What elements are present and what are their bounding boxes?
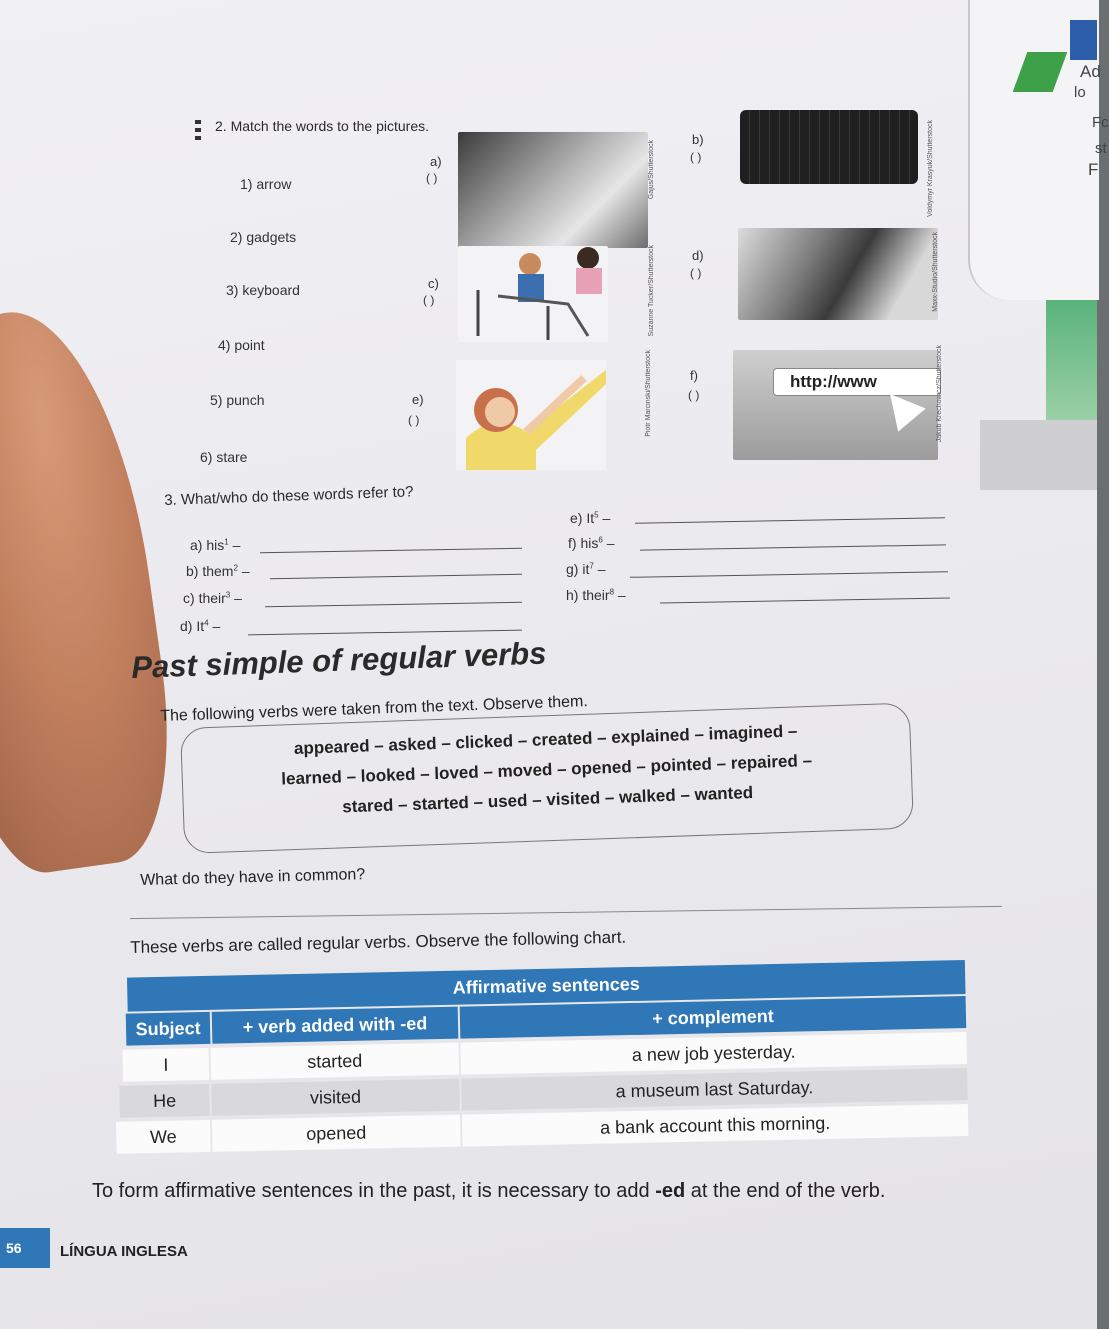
rule-suffix: at the end of the verb. bbox=[685, 1180, 886, 1202]
ex3-answer-line-h[interactable] bbox=[660, 597, 950, 603]
kids-illustration bbox=[458, 246, 608, 342]
cell-complement: a museum last Saturday. bbox=[461, 1068, 968, 1111]
ex3-answer-line-d[interactable] bbox=[248, 630, 522, 636]
ex3-sup-e: 5 bbox=[594, 510, 599, 520]
ex3-sup-a: 1 bbox=[224, 537, 229, 547]
ex3-sup-d: 4 bbox=[204, 618, 209, 628]
photo-c-kids-on-chairs bbox=[458, 246, 608, 342]
ex3-item-h bbox=[566, 587, 626, 603]
ex3-word-d: It bbox=[196, 618, 205, 634]
ex3-label-b: b) bbox=[186, 563, 199, 579]
photo-credit-b: Voldymyr Krasyuk/Shutterstock bbox=[927, 120, 934, 217]
picture-label-c: c) bbox=[428, 276, 439, 291]
page-number: 56 bbox=[0, 1228, 50, 1268]
ex3-item-f bbox=[568, 535, 615, 551]
adjacent-text-5: F bbox=[1088, 160, 1099, 179]
rule-bold: -ed bbox=[655, 1180, 686, 1202]
word-keyboard: 3) keyboard bbox=[226, 282, 300, 298]
ex3-sup-c: 3 bbox=[225, 590, 231, 600]
verb-line-2: learned – looked – loved – moved – opened – pointed – repaired – bbox=[281, 750, 813, 789]
photo-credit-d: Maxx-Studio/Shutterstock bbox=[932, 232, 939, 312]
ex3-item-c bbox=[183, 590, 242, 606]
gray-band-decoration bbox=[980, 420, 1097, 490]
header-complement: + complement bbox=[460, 996, 967, 1039]
header-verb: + verb added with -ed bbox=[212, 1007, 459, 1044]
cell-verb: visited bbox=[211, 1079, 460, 1116]
word-punch: 5) punch bbox=[210, 392, 265, 408]
ex3-item-b bbox=[186, 563, 250, 579]
question-text: What do they have in common? bbox=[140, 866, 366, 889]
adjacent-text-3: Fc bbox=[1092, 114, 1109, 131]
ex3-word-g: it bbox=[582, 561, 590, 577]
ex3-label-g: g) bbox=[566, 561, 579, 577]
ex3-item-d bbox=[180, 618, 220, 634]
answer-slot-c[interactable]: ( ) bbox=[423, 293, 435, 307]
ex3-item-g bbox=[566, 561, 605, 577]
word-gadgets: 2) gadgets bbox=[230, 229, 297, 245]
picture-label-d: d) bbox=[692, 248, 704, 263]
cell-complement: a new job yesterday. bbox=[460, 1032, 967, 1075]
ex3-answer-line-e[interactable] bbox=[635, 517, 945, 523]
green-bar-decoration bbox=[1046, 300, 1097, 420]
cell-verb: started bbox=[210, 1043, 459, 1080]
ex3-answer-line-f[interactable] bbox=[640, 544, 946, 550]
browser-address-bar: http://www bbox=[773, 368, 941, 396]
picture-label-f: f) bbox=[690, 368, 698, 383]
answer-slot-d[interactable]: ( ) bbox=[690, 266, 702, 280]
affirmative-table bbox=[107, 960, 969, 1156]
ex3-label-e: e) bbox=[570, 510, 583, 526]
header-subject: Subject bbox=[126, 1012, 211, 1046]
ex3-label-f: f) bbox=[568, 535, 577, 551]
ex3-sup-f: 6 bbox=[598, 535, 603, 545]
verb-line-1: appeared – asked – clicked – created – explained – imagined – bbox=[293, 721, 798, 759]
adjacent-text-1: Ad bbox=[1080, 62, 1101, 81]
verb-list-box bbox=[180, 703, 914, 854]
photo-a-clicking-mouse bbox=[458, 132, 648, 248]
ex3-item-a bbox=[190, 537, 240, 553]
ex3-label-c: c) bbox=[183, 590, 195, 606]
exercise-bullet-icon bbox=[195, 120, 201, 142]
photo-d-gadgets bbox=[738, 228, 938, 320]
ex3-dash-f: – bbox=[606, 535, 615, 551]
picture-label-e: e) bbox=[412, 392, 424, 407]
adjacent-text-4: st bbox=[1095, 140, 1107, 157]
table-title: Affirmative sentences bbox=[127, 960, 966, 1012]
photo-credit-e: Piotr Marcinski/Shutterstock bbox=[645, 350, 652, 437]
answer-slot-e[interactable]: ( ) bbox=[408, 413, 420, 427]
ex3-answer-line-c[interactable] bbox=[265, 602, 522, 607]
footer-title: LÍNGUA INGLESA bbox=[60, 1243, 188, 1260]
photo-b-keyboard bbox=[740, 110, 918, 184]
ex3-sup-h: 8 bbox=[609, 587, 615, 597]
ex3-dash-g: – bbox=[597, 561, 606, 577]
ex3-word-f: his bbox=[580, 535, 599, 551]
section-intro: The following verbs were taken from the text. Observe them. bbox=[160, 693, 589, 725]
ex3-item-e bbox=[570, 510, 610, 526]
ex3-label-d: d) bbox=[180, 618, 193, 634]
word-arrow: 1) arrow bbox=[240, 176, 292, 192]
ex3-dash-e: – bbox=[602, 510, 611, 526]
exercise3-title: 3. What/who do these words refer to? bbox=[164, 483, 414, 509]
photo-credit-f: Jakub Krechowicz/Shutterstock bbox=[936, 345, 943, 443]
ex3-dash-a: – bbox=[232, 537, 241, 553]
hand-holding-book bbox=[0, 298, 188, 882]
question-answer-line[interactable] bbox=[130, 906, 1002, 919]
ex3-answer-line-a[interactable] bbox=[260, 548, 522, 554]
ex3-label-a: a) bbox=[190, 537, 203, 553]
photo-e-girl-pointing bbox=[456, 360, 606, 470]
ex3-sup-g: 7 bbox=[589, 561, 594, 571]
ex3-label-h: h) bbox=[566, 587, 579, 603]
cell-verb: opened bbox=[212, 1115, 461, 1152]
cell-complement: a bank account this morning. bbox=[462, 1104, 969, 1147]
cell-subject: He bbox=[119, 1084, 210, 1118]
answer-slot-f[interactable]: ( ) bbox=[688, 388, 700, 402]
adjacent-text-2: lo bbox=[1074, 84, 1086, 101]
answer-slot-b[interactable]: ( ) bbox=[690, 150, 702, 164]
ex3-dash-c: – bbox=[234, 590, 242, 606]
word-stare: 6) stare bbox=[200, 449, 248, 465]
ex3-word-b: them bbox=[202, 563, 234, 579]
rule-text bbox=[92, 1180, 885, 1203]
cell-subject: I bbox=[123, 1048, 210, 1082]
ex3-word-h: their bbox=[582, 587, 610, 603]
ex3-word-c: their bbox=[198, 590, 226, 606]
ex3-dash-h: – bbox=[617, 587, 626, 603]
ex3-word-a: his bbox=[206, 537, 225, 553]
photo-f-browser bbox=[733, 350, 938, 460]
photo-credit-a: Gajus/Shutterstock bbox=[648, 140, 655, 200]
verb-line-3: stared – started – used – visited – walked – wanted bbox=[342, 783, 754, 817]
ex3-dash-d: – bbox=[212, 618, 221, 634]
cell-subject: We bbox=[116, 1120, 211, 1154]
adjacent-page-corner bbox=[1070, 20, 1097, 60]
ex3-dash-b: – bbox=[241, 563, 250, 579]
ex3-sup-b: 2 bbox=[233, 563, 238, 573]
word-point: 4) point bbox=[218, 337, 265, 353]
ex3-answer-line-g[interactable] bbox=[630, 571, 948, 578]
picture-label-a: a) bbox=[430, 154, 442, 169]
ex3-word-e: It bbox=[586, 510, 595, 526]
ex3-answer-line-b[interactable] bbox=[270, 574, 522, 579]
exercise2-title: 2. Match the words to the pictures. bbox=[215, 118, 429, 134]
answer-slot-a[interactable]: ( ) bbox=[426, 171, 438, 185]
picture-label-b: b) bbox=[692, 132, 704, 147]
rule-prefix: To form affirmative sentences in the past, it is necessary to add bbox=[92, 1180, 656, 1202]
photo-credit-c: Suzanne Tucker/Shutterstock bbox=[648, 245, 655, 337]
girl-illustration bbox=[456, 360, 606, 470]
chart-intro: These verbs are called regular verbs. Observe the following chart. bbox=[130, 927, 627, 957]
section-heading: Past simple of regular verbs bbox=[130, 635, 547, 686]
